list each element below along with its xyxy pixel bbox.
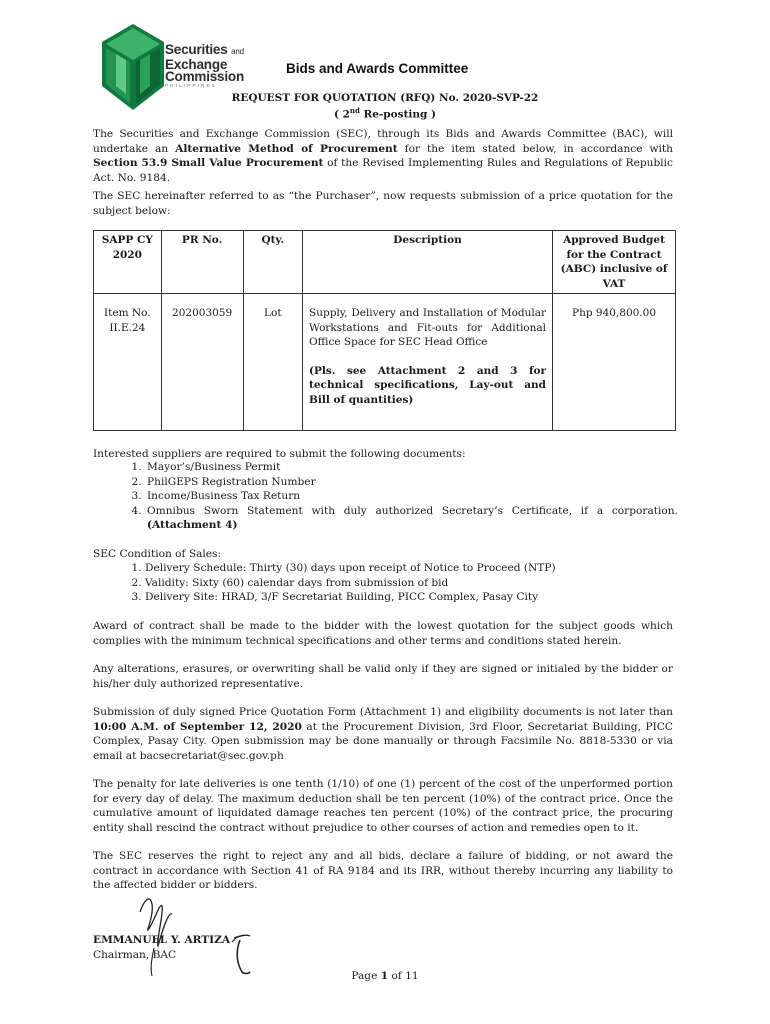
sec-logo-subtext: PHILIPPINES [165, 83, 217, 88]
submission-paragraph: Submission of duly signed Price Quotation Form (Attachment 1) and eligibility documents is not later than 10:00 A.M. of September 12, 2020 at the Procurement Division, 3rd Floor, Secretariat Building, PICC Complex, Pasay City. Open submission may be done manually or through Facsimile No. 8818-5330 or via email at bacsecretariat@sec.gov.ph [93, 706, 673, 762]
purchaser-paragraph: The SEC hereinafter referred to as “the Purchaser”, now requests submission of a price quotation for the subject below: [93, 190, 673, 217]
reserve-paragraph: The SEC reserves the right to reject any and all bids, declare a failure of bidding, or not award the contract in accordance with Section 41 of RA 9184 and its IRR, without thereby incurring any liability to the affected bidder or bidders. [93, 850, 673, 891]
intro-paragraph: The Securities and Exchange Commission (SEC), through its Bids and Awards Committee (BAC), will undertake an Alternative Method of Procurement for the item stated below, in accordance with Section 53.9 Small Value Procurement of the Revised Implementing Rules and Regulations of Republic Act. No. 9184. [93, 128, 673, 184]
cell-pr-no: 202003059 [161, 294, 243, 431]
cell-sapp: Item No. II.E.24 [94, 294, 162, 431]
list-item: 2. PhilGEPS Registration Number [145, 475, 678, 490]
cell-qty: Lot [243, 294, 302, 431]
committee-title: Bids and Awards Committee [286, 61, 469, 76]
penalty-paragraph: The penalty for late deliveries is one tenth (1/10) of one (1) percent of the cost of the unperformed portion for every day of delay. The maximum deduction shall be ten percent (10%) of the contract price. Once the cumulative amount of liquidated damage reaches ten percent (10%) of the contract price, the procuring entity shall rescind the contract without prejudice to other courses of action and remedies open to it. [93, 778, 673, 834]
cell-abc: Php 940,800.00 [553, 294, 676, 431]
list-item: 2. Validity: Sixty (60) calendar days from submission of bid [145, 576, 678, 591]
signatory-name: EMMANUEL Y. ARTIZA [93, 934, 231, 946]
list-item: 3. Delivery Site: HRAD, 3/F Secretariat Building, PICC Complex, Pasay City [145, 590, 678, 605]
conditions-intro: SEC Condition of Sales: [93, 548, 222, 560]
documents-list [93, 460, 678, 533]
rfq-title: REQUEST FOR QUOTATION (RFQ) No. 2020-SVP-22 [231, 92, 539, 104]
page-number: Page 1 of 11 [351, 970, 419, 982]
list-item: 3. Income/Business Tax Return [145, 489, 678, 504]
conditions-list [93, 561, 678, 605]
table-row [94, 294, 676, 431]
header-pr-no: PR No. [161, 231, 243, 294]
quotation-table [93, 230, 676, 431]
cell-description [303, 294, 553, 431]
alterations-paragraph: Any alterations, erasures, or overwriting shall be valid only if they are signed or initialed by the bidder or his/her duly authorized representative. [93, 663, 673, 690]
sec-logo-text: Securities and Exchange Commission [165, 42, 245, 84]
rfq-reposting: ( 2nd Re-posting ) [333, 106, 437, 121]
award-paragraph: Award of contract shall be made to the bidder with the lowest quotation for the subject goods which complies with the minimum technical specifications and other terms and conditions stated herein. [93, 620, 673, 647]
list-item: 1. Delivery Schedule: Thirty (30) days upon receipt of Notice to Proceed (NTP) [145, 561, 678, 576]
header-abc: Approved Budget for the Contract (ABC) inclusive of VAT [553, 231, 676, 294]
list-item: 1. Mayor’s/Business Permit [145, 460, 678, 475]
table-header-row [94, 231, 676, 294]
header-description: Description [303, 231, 553, 294]
header-sapp: SAPP CY 2020 [94, 231, 162, 294]
documents-intro: Interested suppliers are required to submit the following documents: [93, 448, 466, 460]
signatory-role: Chairman, BAC [93, 949, 177, 961]
header-qty: Qty. [243, 231, 302, 294]
list-item: 4. Omnibus Sworn Statement with duly authorized Secretary’s Certificate, if a corporation. (Attachment 4) [145, 504, 678, 533]
description-text: Supply, Delivery and Installation of Modular Workstations and Fit-outs for Additional Office Space for SEC Head Office [309, 307, 547, 348]
description-note: (Pls. see Attachment 2 and 3 for technical specifications, Lay-out and Bill of quantities) [309, 364, 547, 406]
